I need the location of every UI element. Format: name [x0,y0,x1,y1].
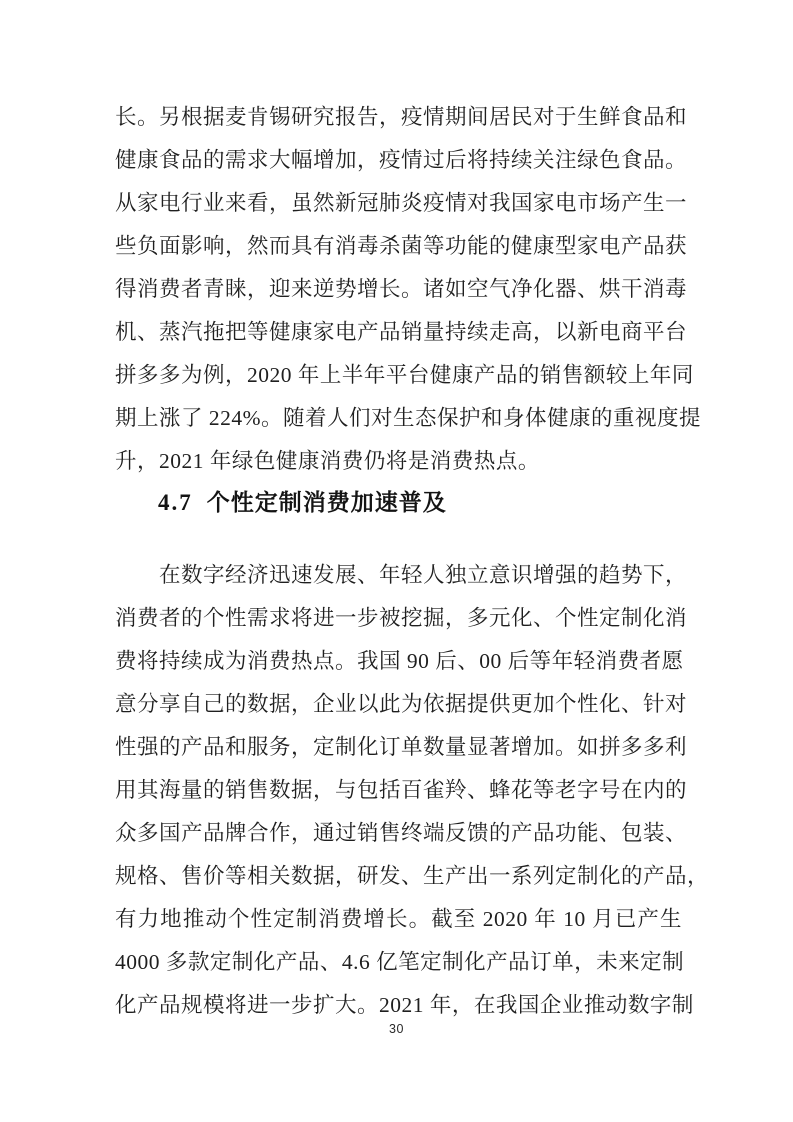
text-line: 费将持续成为消费热点。我国 90 后、00 后等年轻消费者愿 [115,649,684,673]
text-line: 4000 多款定制化产品、4.6 亿笔定制化产品订单，未来定制 [115,950,685,974]
text-line: 长。另根据麦肯锡研究报告，疫情期间居民对于生鲜食品和 [115,105,688,129]
text-line: 众多国产品牌合作，通过销售终端反馈的产品功能、包装、 [115,821,688,845]
section-heading [158,487,447,519]
text-line: 性强的产品和服务，定制化订单数量显著增加。如拼多多利 [115,735,688,759]
text-line: 拼多多为例，2020 年上半年平台健康产品的销售额较上年同 [115,363,694,387]
text-line: 从家电行业来看，虽然新冠肺炎疫情对我国家电市场产生一 [115,191,688,215]
text-line: 用其海量的销售数据，与包括百雀羚、蜂花等老字号在内的 [115,778,688,802]
text-line: 规格、售价等相关数据，研发、生产出一系列定制化的产品， [115,864,710,888]
page-footer [0,1020,793,1038]
section-title: 个性定制消费加速普及 [206,490,447,515]
page-number: 30 [389,1022,404,1036]
text-line: 得消费者青睐，迎来逆势增长。诸如空气净化器、烘干消毒 [115,277,688,301]
text-line: 些负面影响，然而具有消毒杀菌等功能的健康型家电产品获 [115,234,688,258]
text-line: 意分享自己的数据，企业以此为依据提供更加个性化、针对 [115,692,688,716]
text-line: 消费者的个性需求将进一步被挖掘，多元化、个性定制化消 [115,606,688,630]
paragraph-green-health-consumption [115,96,702,483]
text-line: 化产品规模将进一步扩大。2021 年，在我国企业推动数字制 [115,993,694,1017]
paragraph-personalized-customization [115,554,710,1027]
section-number: 4.7 [158,490,193,515]
text-line: 在数字经济迅速发展、年轻人独立意识增强的趋势下， [159,563,688,587]
text-line: 有力地推动个性定制消费增长。截至 2020 年 10 月已产生 [115,907,682,931]
text-line: 升，2021 年绿色健康消费仍将是消费热点。 [115,449,540,473]
text-line: 健康食品的需求大幅增加，疫情过后将持续关注绿色食品。 [115,148,688,172]
text-line: 期上涨了 224%。随着人们对生态保护和身体健康的重视度提 [115,406,702,430]
text-line: 机、蒸汽拖把等健康家电产品销量持续走高，以新电商平台 [115,320,688,344]
